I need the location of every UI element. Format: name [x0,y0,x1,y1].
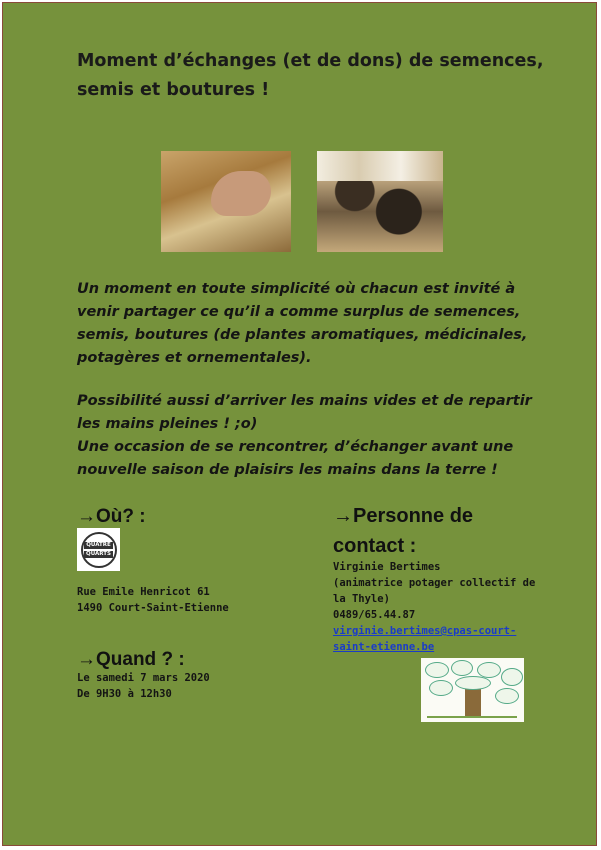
contact-name: Virginie Bertimes [333,561,441,573]
when-details [77,670,210,702]
assorted-seeds-photo [317,151,443,252]
logo-text-2: QUARTS [86,550,111,557]
logo-circle-icon [81,532,117,568]
address-line-2: 1490 Court-Saint-Etienne [77,602,229,614]
tree-bubble [451,660,473,676]
extra-paragraph [77,390,557,482]
tree-bubble [495,688,519,704]
potager-tree-logo [421,658,524,722]
hand-collecting-seeds-photo [161,151,291,252]
tree-ground-line [427,716,517,718]
contact-heading: →Personne de contact : [333,505,474,557]
logo-text-1: QUATRE [86,541,111,548]
event-date: Le samedi 7 mars 2020 [77,672,210,684]
tree-bubble [429,680,453,696]
tree-bubble [501,668,523,686]
contact-role: (animatrice potager collectif de la Thyle) [333,577,536,605]
hand-shape [211,171,271,216]
when-heading: →Quand ? : [77,649,185,670]
extra-line-1: Possibilité aussi d’arriver les mains vides et de repartir les mains pleines ! ;o) [77,393,532,432]
tree-trunk-shape [465,688,481,718]
seed-pile-shape [317,151,443,181]
contact-phone: 0489/65.44.87 [333,609,416,621]
tree-bubble [425,662,449,678]
flyer-page [2,2,597,846]
flyer-title: Moment d’échanges (et de dons) de semences, semis et boutures ! [77,51,544,100]
tree-bubble [477,662,501,678]
where-heading: →Où? : [77,506,146,527]
event-time: De 9H30 à 12h30 [77,688,172,700]
address [77,584,229,616]
address-line-1: Rue Emile Henricot 61 [77,586,210,598]
contact-email-link[interactable]: virginie.bertimes@cpas-court-saint-etienne.be [333,625,517,653]
extra-line-2: Une occasion de se rencontrer, d’échanger avant une nouvelle saison de plaisirs les mains dans la terre ! [77,439,514,478]
contact-details [333,559,548,655]
intro-paragraph: Un moment en toute simplicité où chacun est invité à venir partager ce qu’il a comme surplus de semences, semis, boutures (de plantes aromatiques, médicinales, potagères et ornementales). [77,281,528,366]
tree-bubble [455,676,491,690]
quatre-quarts-logo [77,528,120,571]
